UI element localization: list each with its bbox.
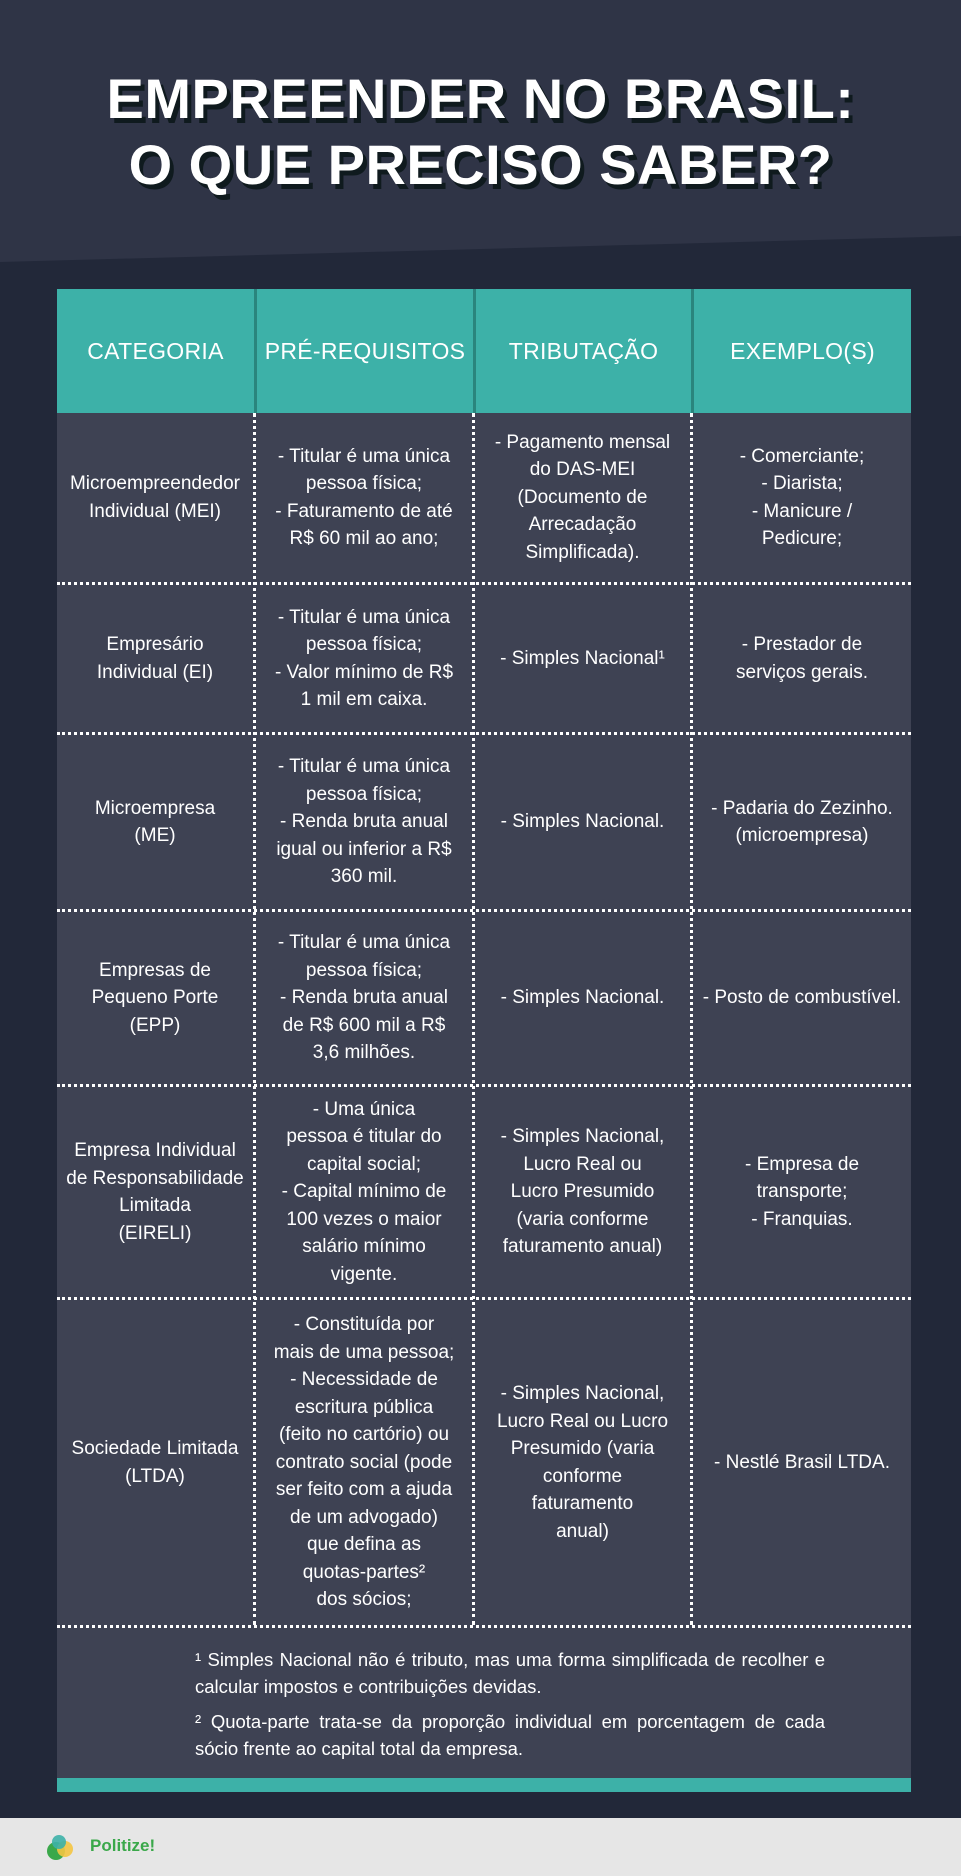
header-tributacao: TRIBUTAÇÃO bbox=[508, 337, 659, 364]
cell-tributacao-me: - Simples Nacional. bbox=[500, 811, 665, 833]
cell-exemplos-mei: - Comerciante; - Diarista; - Manicure / Pedicure; bbox=[739, 445, 865, 549]
header-categoria: CATEGORIA bbox=[87, 337, 224, 364]
cell-exemplos-me: - Padaria do Zezinho. (microempresa) bbox=[711, 797, 893, 846]
cell-requisitos-eireli: - Uma única pessoa é titular do capital social; - Capital mínimo de 100 vezes o maior salário mínimo vigente. bbox=[281, 1098, 447, 1285]
cell-tributacao-eireli: - Simples Nacional, Lucro Real ou Lucro Presumido (varia conforme faturamento anual) bbox=[500, 1126, 665, 1258]
cell-tributacao-ltda: - Simples Nacional, Lucro Real ou Lucro Presumido (varia conforme faturamento anual) bbox=[496, 1383, 669, 1542]
politize-logo-icon bbox=[44, 1831, 76, 1863]
footnotes bbox=[195, 1646, 825, 1770]
table-header bbox=[57, 289, 911, 413]
cell-requisitos-ei: - Titular é uma única pessoa física; - Valor mínimo de R$ 1 mil em caixa. bbox=[274, 606, 454, 710]
page-title bbox=[0, 66, 961, 198]
cell-requisitos-epp: - Titular é uma única pessoa física; - Renda bruta anual de R$ 600 mil a R$ 3,6 milhões. bbox=[277, 932, 451, 1064]
cell-requisitos-ltda: - Constituída por mais de uma pessoa; - Necessidade de escritura pública (feito no cartório) ou contrato social (pode ser feito com a ajuda de um advogado) que defina as quotas-partes² dos sócios; bbox=[273, 1314, 455, 1611]
cell-exemplos-ltda: - Nestlé Brasil LTDA. bbox=[714, 1451, 890, 1473]
cell-tributacao-epp: - Simples Nacional. bbox=[500, 987, 665, 1009]
header-pre-requisitos: PRÉ-REQUISITOS bbox=[264, 337, 466, 364]
title-line-1: EMPREENDER NO BRASIL: bbox=[106, 67, 855, 130]
title-line-2: O QUE PRECISO SABER? bbox=[128, 133, 833, 196]
cell-categoria-eireli: Empresa Individual de Responsabilidade Limitada (EIRELI) bbox=[66, 1140, 244, 1244]
cell-requisitos-me: - Titular é uma única pessoa física; - Renda bruta anual igual ou inferior a R$ 360 mil. bbox=[276, 756, 452, 888]
cell-categoria-ltda: Sociedade Limitada (LTDA) bbox=[71, 1438, 239, 1487]
cell-exemplos-epp: - Posto de combustível. bbox=[702, 987, 902, 1009]
footnote-2: ² Quota-parte trata-se da proporção individual em porcentagem de cada sócio frente ao capital total da empresa. bbox=[195, 1711, 825, 1759]
cell-tributacao-ei: - Simples Nacional¹ bbox=[500, 647, 665, 669]
cell-categoria-me: Microempresa (ME) bbox=[94, 797, 216, 846]
comparison-table bbox=[57, 289, 911, 1792]
cell-requisitos-mei: - Titular é uma única pessoa física; - Faturamento de até R$ 60 mil ao ano; bbox=[275, 445, 453, 549]
cell-exemplos-eireli: - Empresa de transporte; - Franquias. bbox=[744, 1153, 860, 1230]
row-divider bbox=[57, 1625, 911, 1628]
header-exemplos: EXEMPLO(S) bbox=[730, 337, 875, 364]
cell-exemplos-ei: - Prestador de serviços gerais. bbox=[736, 634, 868, 683]
table-bottom-bar bbox=[57, 1778, 911, 1792]
cell-categoria-epp: Empresas de Pequeno Porte (EPP) bbox=[91, 959, 219, 1036]
cell-categoria-ei: Empresário Individual (EI) bbox=[96, 634, 214, 683]
brand-name: Politize! bbox=[90, 1836, 156, 1855]
cell-tributacao-mei: - Pagamento mensal do DAS-MEI (Documento de Arrecadação Simplificada). bbox=[494, 431, 671, 563]
cell-categoria-mei: Microempreendedor Individual (MEI) bbox=[69, 473, 241, 522]
footnote-1: ¹ Simples Nacional não é tributo, mas uma forma simplificada de recolher e calcular impostos e contribuições devidas. bbox=[195, 1649, 825, 1697]
